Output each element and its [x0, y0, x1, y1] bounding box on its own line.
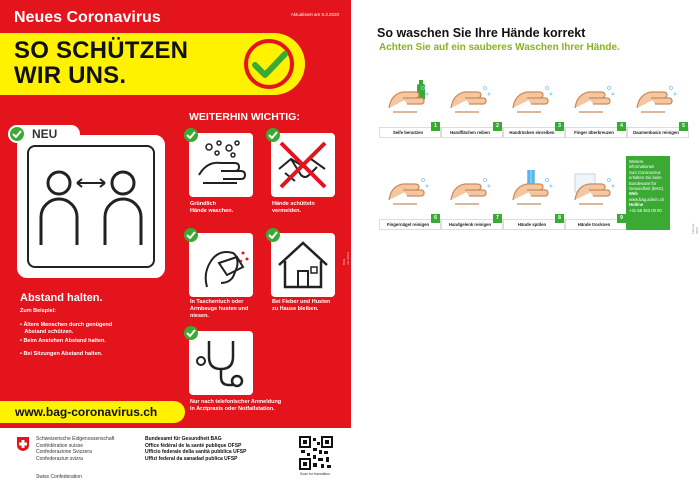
url-banner: [0, 401, 185, 423]
wash-step-label: Handflächen reiben: [450, 130, 490, 135]
big-check-icon: [244, 39, 294, 89]
bullet-3: • Bei Sitzungen Abstand halten.: [20, 351, 103, 357]
wash-step-label: Hände trocknen: [577, 222, 611, 227]
cough-elbow-icon: [189, 233, 253, 297]
check-icon: [266, 128, 280, 142]
wash-step-number: 4: [617, 122, 626, 131]
wash-step-number: 8: [555, 214, 564, 223]
tile-3-caption: In Taschentuch oder Armbeuge husten und niesen.: [190, 299, 249, 319]
headline-line-2: WIR UNS.: [14, 62, 127, 89]
handwashing-sheet: [351, 0, 700, 494]
tile-cough-elbow: [189, 233, 253, 297]
wash-step-number: 5: [679, 122, 688, 131]
hand-icon: [507, 170, 555, 208]
hand-icon: [507, 78, 555, 116]
info-intro: Weitere informationen zum Coronavirus erhalten Sie beim Bundesamt für Gesundheit (BAG).: [629, 159, 665, 192]
hand-washing-icon: [189, 133, 253, 197]
hand-icon: [383, 78, 431, 116]
check-icon: [266, 228, 280, 242]
poster-date: Aktualisiert am 6.3.2020: [290, 12, 339, 17]
info-web-label: Web: [629, 191, 638, 197]
wash-step-number: 3: [555, 122, 564, 131]
bullet-1: • Ältere Menschen durch genügend Abstand schützen.: [20, 322, 113, 335]
hand-icon: [569, 78, 617, 116]
side-date: Februar 2020: [691, 223, 699, 234]
check-icon: [10, 127, 24, 141]
red-panel: [0, 0, 351, 428]
stethoscope-icon: [189, 331, 253, 395]
qr-code-icon[interactable]: [299, 436, 333, 470]
wash-subtitle: Achten Sie auf ein sauberes Waschen Ihrer Hände.: [379, 42, 620, 53]
poster-url[interactable]: www.bag-coronavirus.ch: [15, 405, 158, 419]
hand-icon: [569, 170, 617, 208]
tile-5-caption: Nur nach telefonischer Anmeldung in Arztpraxis oder Notfallstation.: [190, 399, 282, 412]
confederation-text: Schweizerische Eidgenossenschaft Confédération suisse Confederazione Svizzera Confederaziun svizra: [36, 436, 115, 462]
qr-caption: Scan for translation: [300, 472, 331, 476]
distance-pictogram: [17, 135, 165, 278]
weiterhin-title: WEITERHIN WICHTIG:: [189, 111, 300, 123]
two-people-distance-icon: [29, 147, 153, 266]
check-icon: [184, 228, 198, 242]
info-hotline[interactable]: +41 58 463 00 00: [629, 207, 662, 213]
wash-step-number: 9: [617, 214, 626, 223]
hand-icon: [631, 78, 679, 116]
wash-step-label: Daumenbasis reinigen: [633, 130, 679, 135]
wash-step-label: Handgelenk reinigen: [448, 222, 492, 227]
tile-1-caption: Gründlich Hände waschen.: [190, 201, 234, 214]
hand-icon: [445, 170, 493, 208]
tile-4-caption: Bei Fieber und Husten zu Hause bleiben.: [272, 299, 331, 312]
wash-step-label: Handrücken einreiben: [509, 130, 555, 135]
tile-2-caption: Hände schütteln vermeiden.: [272, 201, 315, 214]
abstand-title: Abstand halten.: [20, 292, 103, 304]
wash-step-label: Finger überkreuzen: [574, 130, 614, 135]
poster-header: Neues Coronavirus: [14, 9, 161, 26]
info-hotline-label: Hotline: [629, 202, 644, 208]
headline-banner: [0, 33, 305, 95]
confederation-en: Swiss Confederation: [36, 474, 82, 480]
house-icon: [271, 233, 335, 297]
hand-icon: [383, 170, 431, 208]
wash-step-number: 1: [431, 122, 440, 131]
tile-no-handshake: [271, 133, 335, 197]
hand-icon: [445, 78, 493, 116]
neu-badge: [8, 125, 80, 143]
swiss-shield-icon: [16, 436, 30, 452]
headline-line-1: SO SCHÜTZEN: [14, 37, 189, 64]
wash-step-number: 2: [493, 122, 502, 131]
info-box: [626, 156, 670, 230]
beispiel-label: Zum Beispiel:: [20, 308, 57, 314]
wash-step-number: 7: [493, 214, 502, 223]
side-print: BAG 311.280.d: [342, 251, 350, 265]
tile-stay-home: [271, 233, 335, 297]
info-web[interactable]: www.bag.admin.ch: [629, 196, 665, 202]
wash-step-number: 6: [431, 214, 440, 223]
bullet-2: • Beim Anstehen Abstand halten.: [20, 338, 106, 344]
check-icon: [184, 326, 198, 340]
no-handshake-icon: [271, 133, 335, 197]
wash-step-label: Seife benutzen: [392, 130, 424, 135]
wash-step-label: Fingernägel reinigen: [386, 222, 430, 227]
wash-step-label: Hände spülen: [517, 222, 547, 227]
tile-doctor-phone: [189, 331, 253, 395]
bag-text: Bundesamt für Gesundheit BAG Office fédéral de la santé publique OFSP Ufficio federale della sanità pubblica UFSP Uffizi federal da sanadad publica UFSP: [145, 436, 247, 462]
check-icon: [184, 128, 198, 142]
wash-title: So waschen Sie Ihre Hände korrekt: [377, 26, 586, 40]
tile-hand-washing: [189, 133, 253, 197]
neu-label: NEU: [32, 127, 58, 141]
